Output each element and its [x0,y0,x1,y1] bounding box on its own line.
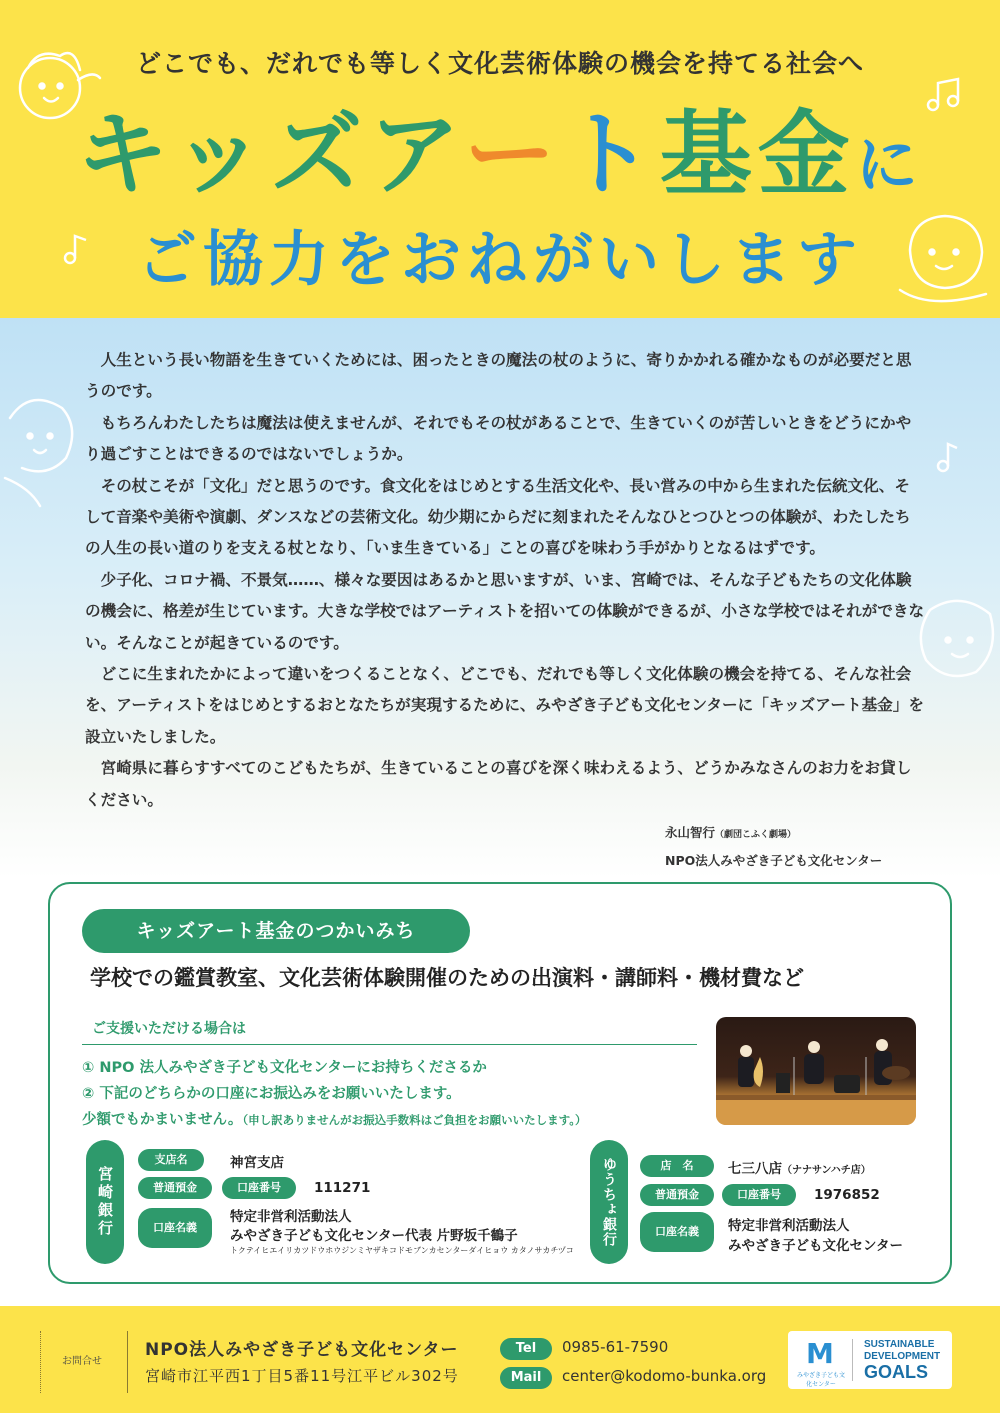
support-divider [82,1044,697,1045]
account-holder-kana: トクテイヒエイリカツドウホウジンミヤザキコドモブンカセンターダイヒョウ カタノサカチヅコ [230,1246,574,1255]
account-number-value: 1976852 [814,1187,880,1203]
inquiry-label: お問合せ [62,1356,102,1367]
footer-address: 宮崎市江平西1丁目5番11号江平ビル302号 [145,1367,459,1385]
concert-photo-illustration [716,1017,916,1125]
signature-name: 永山智行 [665,825,716,840]
message-paragraph: その杖こそが「文化」だと思うのです。食文化をはじめとする生活文化や、長い営みの中から生まれた伝統文化、そして音楽や美術や演劇、ダンスなどの芸術文化。幼少期にからだに刻まれたそんなひとつひとつの体験が、わたしたちの人生の長い道のりを支える杖となり、「いま生きている」ことの喜びを味わう手がかりとなるはずです。 [85,476,911,558]
message-paragraph: どこに生まれたかによって違いをつくることなく、どこでも、だれでも等しく文化体験の機会を持てる、そんな社会を、アーティストをはじめとするおとなたちが実現するために、みやざき子ども文化センターに「キッズアート基金」を設立いたしました。 [85,665,924,746]
support-option-1: ① NPO 法人みやざき子ども文化センターにお持ちくださるか [82,1060,487,1076]
sdg-line-1: SUSTAINABLE [864,1339,935,1350]
tagline: どこでも、だれでも等しく文化芸術体験の機会を持てる社会へ [135,49,864,78]
bank-tag-yucho: ゆうちょ銀行 [590,1140,628,1264]
footer-org-name: NPO法人みやざき子ども文化センター [145,1340,459,1360]
account-holder-line1: 特定非営利活動法人 [230,1209,352,1225]
tel-label: Tel [500,1338,552,1360]
signature-line [665,820,965,848]
title-part: 基金 [659,101,856,208]
title-dash: ー [463,101,562,208]
fee-note: （申し訳ありませんがお振込手数料はご負担をお願いいたします。） [242,1113,587,1127]
branch-name: 七三八店 [728,1161,782,1177]
mail-label: Mail [500,1367,552,1389]
account-number-label: 口座番号 [722,1184,796,1206]
message-paragraph: 人生という長い物語を生きていくためには、困ったときの魔法の杖のように、寄りかかれる確かなものが必要だと思うのです。 [85,351,912,401]
logo-divider [852,1339,853,1381]
fund-uses: 学校での鑑賞教室、文化芸術体験開催のための出演料・講師料・機材費など [90,966,804,990]
account-holder-label: 口座名義 [640,1212,714,1252]
footer-divider [127,1331,128,1393]
title-part: キッズア [76,101,464,208]
signature [665,820,965,874]
account-holder-label: 口座名義 [138,1208,212,1248]
message-paragraph: 少子化、コロナ禍、不景気……、様々な要因はあるかと思いますが、いま、宮崎では、そんな子どもたちの文化体験の機会に、格差が生じています。大きな学校ではアーティストを招いての体験ができるが、小さな学校ではそれができない。そんなことが起きているのです。 [85,570,925,652]
footer-divider [40,1331,41,1393]
page-subtitle: ご協力をおねがいします [137,225,863,295]
center-logo-icon: M [806,1337,834,1370]
branch-label: 支店名 [138,1149,204,1171]
tel-number[interactable]: 0985-61-7590 [562,1338,669,1356]
bank-tag-miyazaki: 宮崎銀行 [86,1140,124,1264]
signature-org: NPO法人みやざき子ども文化センター [665,853,883,868]
support-option-2: ② 下記のどちらかの口座にお振込みをお願いいたします。 [82,1086,461,1102]
sdg-goals-logo: GOALS [864,1362,929,1382]
account-number-label: 口座番号 [222,1177,296,1199]
message-paragraph: もちろんわたしたちは魔法は使えませんが、それでもその杖があることで、生きていくのが苦しいときをどうにかやり過ごすことはできるのではないでしょうか。 [85,413,912,464]
branch-label: 店 名 [640,1155,714,1177]
account-holder-line2: みやざき子ども文化センター [728,1238,903,1254]
branch-reading: （ナナサンハチ店） [782,1165,871,1176]
support-small-ok [82,1108,586,1129]
title-part: に [855,128,924,201]
title-part: ト [561,101,660,208]
account-number-value: 111271 [314,1180,371,1196]
message-paragraph: 宮崎県に暮らすすべてのこどもたちが、生きていることの喜びを深く味わえるよう、どうかみなさんのお力をお貸しください。 [85,759,912,809]
signature-affiliation: （劇団こふく劇場） [715,830,797,840]
sdg-line-2: DEVELOPMENT [864,1351,941,1362]
center-logo-label: みやざき子ども文化センター [796,1372,845,1388]
message-body [85,345,925,816]
concert-photo [716,1017,916,1125]
branch-value [728,1157,871,1177]
mail-address[interactable]: center@kodomo-bunka.org [562,1367,767,1385]
small-ok-text: 少額でもかまいません。 [82,1112,243,1128]
page-title [0,100,1000,220]
fund-heading-pill: キッズアート基金のつかいみち [82,909,470,953]
account-type-label: 普通預金 [138,1177,212,1199]
account-holder-line1: 特定非営利活動法人 [728,1218,850,1234]
account-type-label: 普通預金 [640,1184,714,1206]
account-holder-line2: みやざき子ども文化センター代表 片野坂千鶴子 [230,1228,518,1244]
branch-value: 神宮支店 [230,1155,284,1171]
support-heading: ご支援いただける場合は [92,1021,246,1037]
music-note-icon [935,440,961,474]
child-face-doodle-icon [0,378,90,508]
